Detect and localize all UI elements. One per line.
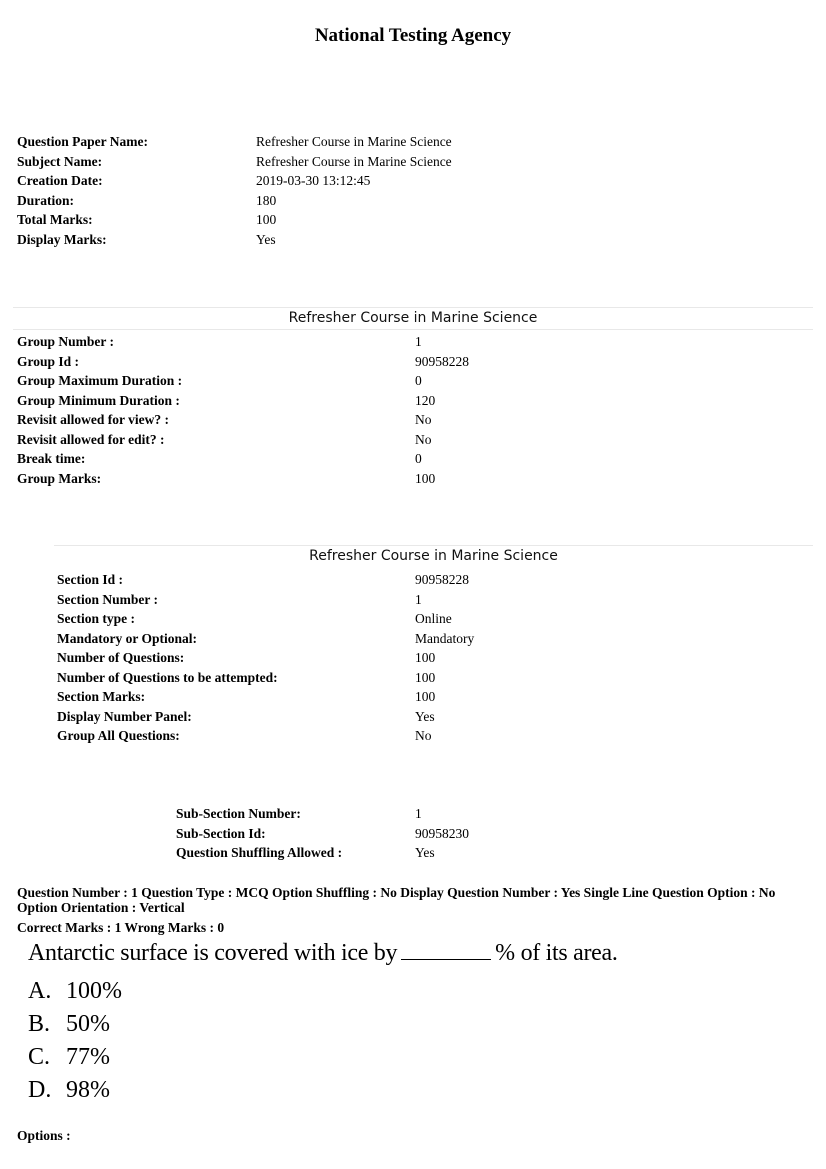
group-value: 120	[415, 392, 436, 408]
paper-info	[17, 132, 617, 249]
section-label: Mandatory or Optional:	[57, 630, 198, 646]
section-banner: Refresher Course in Marine Science	[309, 548, 558, 564]
question-marks: Correct Marks : 1 Wrong Marks : 0	[17, 920, 225, 935]
info-label: Duration:	[17, 192, 74, 208]
question-text-after: % of its area.	[495, 940, 618, 966]
section-value: Yes	[415, 708, 435, 724]
info-value: 180	[256, 192, 277, 208]
subsection-row	[176, 824, 676, 844]
info-value: Refresher Course in Marine Science	[256, 153, 452, 169]
subsection-row	[176, 843, 676, 863]
option-text: 50%	[66, 1011, 110, 1037]
section-row	[57, 668, 657, 688]
option-a	[28, 978, 122, 1005]
option-letter: D.	[28, 1077, 52, 1103]
section-details	[57, 570, 657, 746]
section-value: 90958228	[415, 572, 469, 587]
option-letter: B.	[28, 1011, 51, 1037]
group-label: Group Marks:	[17, 470, 102, 486]
page-title: National Testing Agency	[314, 25, 512, 46]
section-value: 100	[415, 689, 436, 704]
info-row-display-marks	[17, 230, 617, 250]
group-label: Group Maximum Duration :	[17, 373, 183, 388]
subsection-label: Question Shuffling Allowed :	[176, 845, 343, 860]
option-d	[28, 1077, 110, 1104]
section-label: Number of Questions to be attempted:	[57, 669, 278, 685]
question-text	[28, 940, 618, 967]
section-label: Number of Questions:	[57, 650, 185, 665]
question-meta: Question Number : 1 Question Type : MCQ Option Shuffling : No Display Question Number : Yes Single Line Question Option : No Option Orientation : Vertical	[17, 885, 776, 915]
option-b	[28, 1011, 110, 1038]
section-row	[57, 648, 657, 668]
info-label: Display Marks:	[17, 231, 107, 247]
section-row	[57, 570, 657, 590]
section-row	[57, 726, 657, 746]
info-row-subject-name	[17, 152, 617, 172]
group-row	[17, 449, 617, 469]
answer-blank	[401, 941, 491, 960]
subsection-row	[176, 804, 676, 824]
subsection-value: 90958230	[415, 825, 469, 841]
option-letter: C.	[28, 1044, 51, 1070]
option-letter: A.	[28, 978, 52, 1004]
section-label: Section Marks:	[57, 689, 146, 704]
group-row	[17, 332, 617, 352]
info-label: Total Marks:	[17, 212, 93, 227]
subsection-value: 1	[415, 806, 422, 821]
group-row	[17, 469, 617, 489]
info-value: 2019-03-30 13:12:45	[256, 173, 371, 188]
group-label: Revisit allowed for view? :	[17, 412, 169, 427]
section-value: 1	[415, 591, 422, 607]
info-label: Question Paper Name:	[17, 134, 148, 149]
group-row	[17, 371, 617, 391]
option-c	[28, 1044, 110, 1071]
section-value: No	[415, 728, 432, 743]
info-label: Subject Name:	[17, 153, 103, 169]
info-value: 100	[256, 212, 277, 227]
section-row	[57, 609, 657, 629]
group-value: 90958228	[415, 353, 469, 369]
info-value: Refresher Course in Marine Science	[256, 134, 452, 149]
section-row	[57, 707, 657, 727]
section-label: Section type :	[57, 611, 135, 626]
section-label: Display Number Panel:	[57, 708, 192, 724]
group-value: 1	[415, 334, 422, 349]
section-row	[57, 687, 657, 707]
group-label: Revisit allowed for edit? :	[17, 431, 165, 447]
section-label: Section Id :	[57, 572, 124, 587]
group-row	[17, 430, 617, 450]
group-banner-rule-bottom	[13, 329, 813, 330]
options-label: Options :	[17, 1128, 71, 1143]
section-label: Group All Questions:	[57, 728, 180, 743]
subsection-details	[176, 804, 676, 863]
info-label: Creation Date:	[17, 173, 103, 188]
group-row	[17, 391, 617, 411]
group-label: Group Number :	[17, 334, 115, 349]
subsection-value: Yes	[415, 845, 435, 860]
section-row	[57, 590, 657, 610]
option-text: 98%	[66, 1077, 110, 1103]
group-value: 0	[415, 373, 422, 388]
subsection-label: Sub-Section Id:	[176, 825, 266, 841]
info-value: Yes	[256, 231, 276, 247]
info-row-creation-date	[17, 171, 617, 191]
group-value: 0	[415, 451, 422, 466]
section-value: Mandatory	[415, 630, 475, 646]
group-row	[17, 410, 617, 430]
info-row-duration	[17, 191, 617, 211]
group-banner: Refresher Course in Marine Science	[288, 310, 538, 326]
group-label: Group Id :	[17, 353, 80, 369]
option-text: 100%	[66, 978, 122, 1004]
section-row	[57, 629, 657, 649]
info-row-paper-name	[17, 132, 617, 152]
section-label: Section Number :	[57, 591, 158, 607]
section-value: 100	[415, 669, 436, 685]
option-text: 77%	[66, 1044, 110, 1070]
section-value: 100	[415, 650, 436, 665]
group-details	[17, 332, 617, 488]
group-value: 100	[415, 470, 436, 486]
question-text-before: Antarctic surface is covered with ice by	[28, 940, 398, 966]
group-row	[17, 352, 617, 372]
group-value: No	[415, 431, 432, 447]
subsection-label: Sub-Section Number:	[176, 806, 301, 821]
section-value: Online	[415, 611, 452, 626]
info-row-total-marks	[17, 210, 617, 230]
group-label: Group Minimum Duration :	[17, 392, 180, 408]
group-value: No	[415, 412, 432, 427]
group-label: Break time:	[17, 451, 86, 466]
